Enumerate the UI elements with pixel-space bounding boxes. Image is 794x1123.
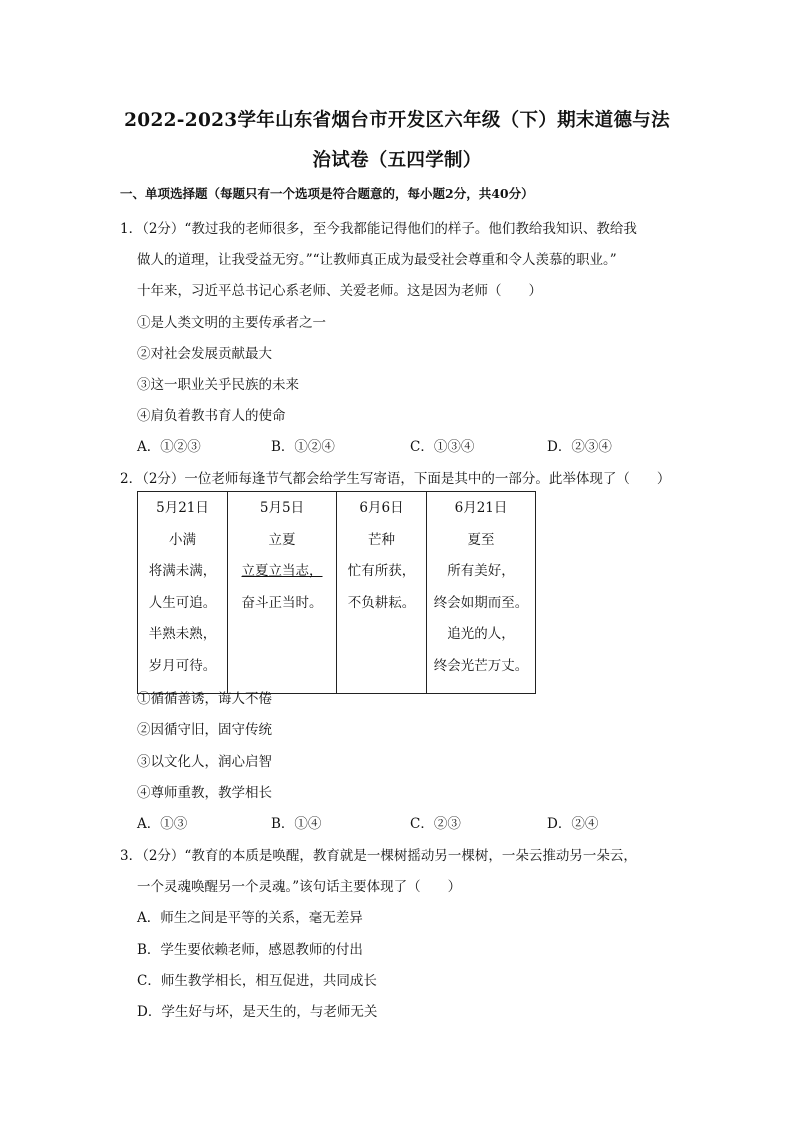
exam-title-line-1: 2022-2023学年山东省烟台市开发区六年级（下）期末道德与法: [124, 110, 670, 131]
cell-term: 夏至: [467, 531, 495, 548]
cell-text: 岁月可待。: [148, 657, 217, 674]
option-b: B．①④: [271, 816, 322, 832]
question-3-stem-line: 3．（2分）“教育的本质是唤醒，教育就是一棵树摇动另一棵树，一朵云推动另一朵云，: [120, 848, 637, 864]
table-row: [138, 492, 536, 694]
option-d: D．学生好与坏，是天生的，与老师无关: [137, 1004, 378, 1020]
table-cell-xiazhi: [427, 492, 536, 694]
cell-term: 芒种: [368, 531, 395, 548]
question-1-stem-line: 做人的道理，让我受益无穷。”“让教师真正成为最受社会尊重和令人羡慕的职业。”: [137, 252, 617, 268]
cell-text: 半熟未熟，: [148, 626, 217, 642]
exam-title-line-2: 治试卷（五四学制）: [312, 150, 482, 171]
cell-text: 奋斗正当时。: [241, 594, 323, 611]
cell-date: 5月5日: [259, 500, 305, 516]
cell-date: 6月21日: [454, 500, 508, 516]
question-2-options: [137, 814, 697, 834]
table-cell-lixia: [228, 492, 337, 694]
option-a: A．师生之间是平等的关系，毫无差异: [137, 910, 363, 926]
cell-text: 终会光芒万丈。: [433, 657, 529, 674]
cell-text: 终会如期而至。: [433, 594, 529, 611]
question-1-item: ③这一职业关乎民族的未来: [137, 377, 299, 393]
cell-text: 所有美好，: [447, 563, 515, 579]
table-cell-xiaoman: [138, 492, 228, 694]
cell-date: 6月6日: [359, 500, 404, 516]
cell-text: 不负耕耘。: [347, 594, 416, 611]
option-c: C．①③④: [410, 439, 475, 455]
question-1-item: ②对社会发展贡献最大: [137, 346, 272, 362]
table-cell-mangzhong: [337, 492, 427, 694]
question-2-item: ④尊师重教，教学相长: [137, 785, 272, 801]
question-2-stem: 2．（2分）一位老师每逢节气都会给学生写寄语，下面是其中的一部分。此举体现了（ ）: [120, 471, 671, 487]
cell-text: 将满未满，: [148, 563, 217, 579]
question-1-item: ①是人类文明的主要传承者之一: [137, 315, 326, 331]
cell-text: 立夏立当志，: [241, 563, 323, 579]
question-1-stem-line: 1．（2分）“教过我的老师很多，至今我都能记得他们的样子。他们教给我知识、教给我: [120, 221, 637, 237]
option-a: A．①③: [137, 816, 188, 832]
question-2-item: ②因循守旧，固守传统: [137, 722, 272, 738]
option-b: B．学生要依赖老师，感恩教师的付出: [137, 942, 363, 958]
question-2-item: ③以文化人，润心启智: [137, 754, 272, 770]
option-d: D．②④: [547, 816, 599, 832]
question-3-stem-line: 一个灵魂唤醒另一个灵魂。”该句话主要体现了（ ）: [137, 879, 462, 895]
question-1-item: ④肩负着教书育人的使命: [137, 408, 286, 424]
option-c: C．师生教学相长，相互促进，共同成长: [137, 973, 377, 989]
option-c: C．②③: [410, 816, 461, 832]
cell-date: 5月21日: [156, 500, 209, 516]
cell-text: 追光的人，: [447, 626, 515, 642]
option-d: D．②③④: [547, 439, 612, 455]
question-1-stem-line: 十年来，习近平总书记心系老师、关爱老师。这是因为老师（ ）: [137, 283, 542, 299]
solar-term-table: [137, 491, 536, 694]
cell-term: 立夏: [268, 531, 296, 548]
option-a: A．①②③: [137, 439, 201, 455]
section-heading: 一、单项选择题（每题只有一个选项是符合题意的，每小题2分，共40分）: [120, 186, 534, 201]
cell-text: 人生可追。: [148, 594, 217, 611]
option-b: B．①②④: [271, 439, 335, 455]
cell-term: 小满: [169, 531, 196, 548]
question-2-item: ①循循善诱，诲人不倦: [137, 691, 272, 707]
cell-text: 忙有所获，: [347, 563, 416, 579]
question-1-options: [137, 437, 697, 457]
